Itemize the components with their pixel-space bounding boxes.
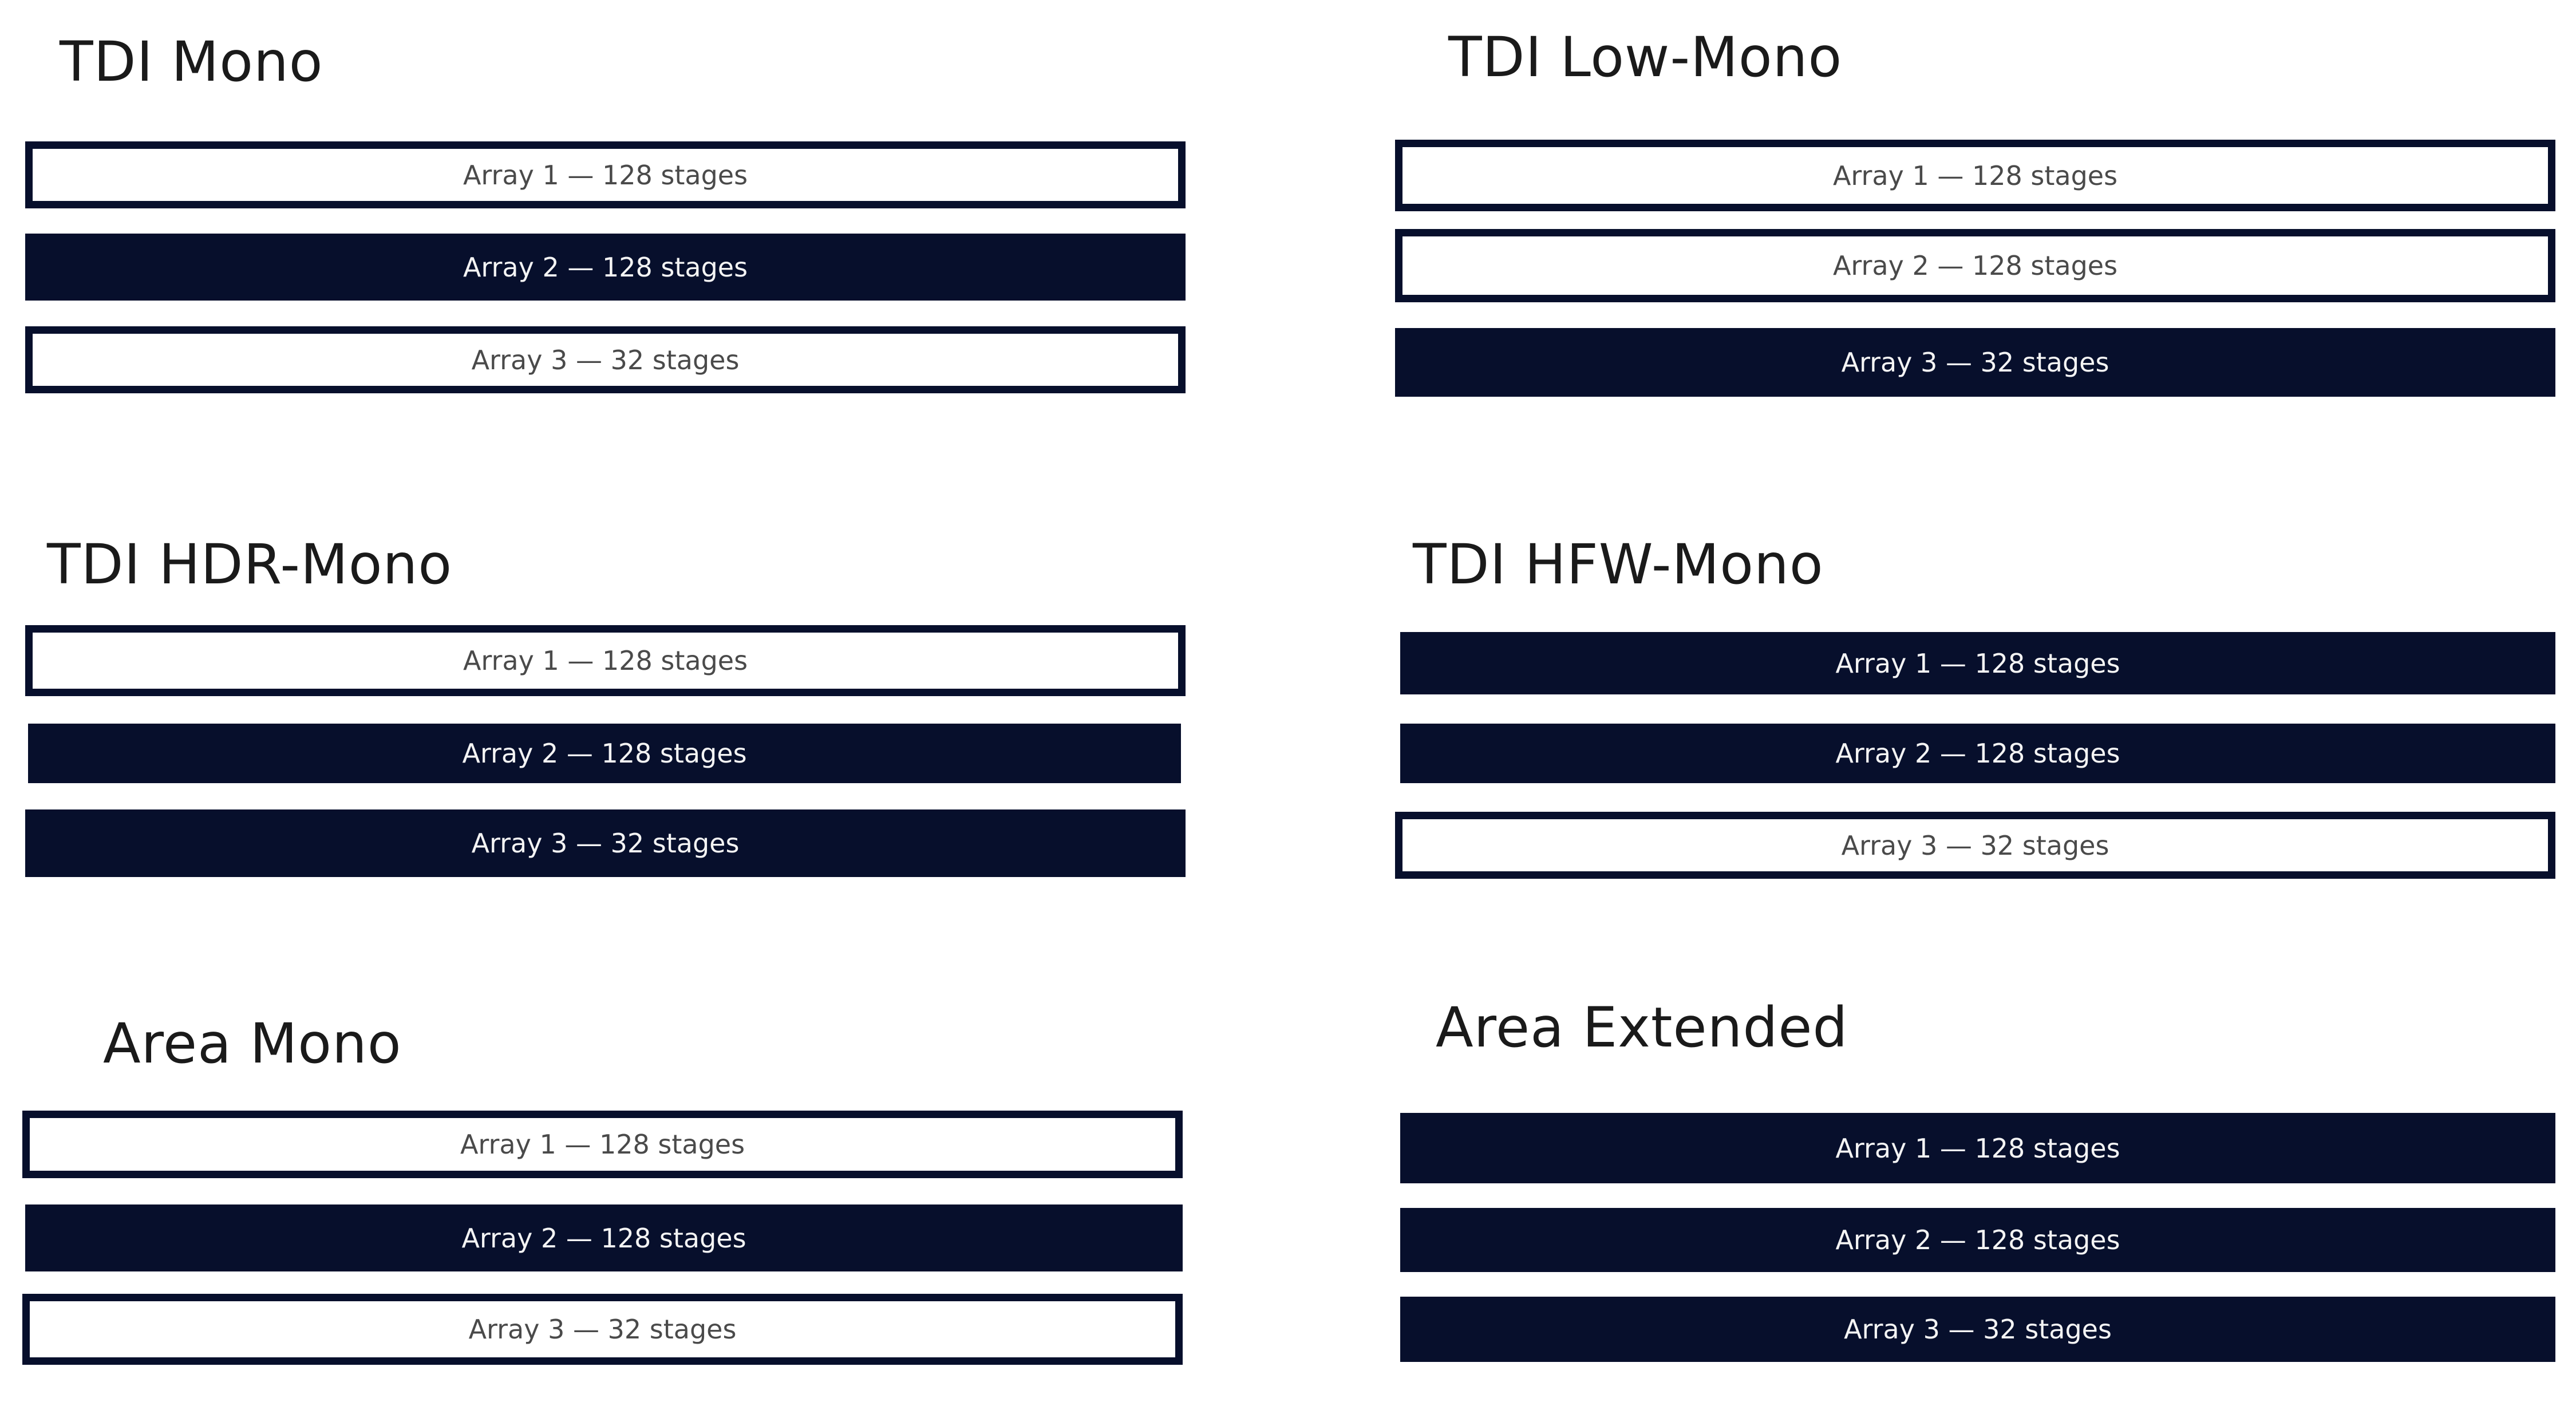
array-bar-tdi-hfw-mono-1: Array 1 — 128 stages (1400, 632, 2555, 694)
panel-title-area-mono: Area Mono (103, 1012, 402, 1076)
array-bar-area-extended-2: Array 2 — 128 stages (1400, 1208, 2555, 1272)
array-bar-tdi-hdr-mono-3: Array 3 — 32 stages (25, 809, 1186, 877)
array-bar-area-mono-2: Array 2 — 128 stages (25, 1204, 1183, 1271)
array-bar-tdi-hdr-mono-1: Array 1 — 128 stages (25, 625, 1186, 696)
array-bar-tdi-hfw-mono-3: Array 3 — 32 stages (1395, 812, 2555, 879)
array-bar-area-mono-1: Array 1 — 128 stages (22, 1111, 1183, 1178)
panel-title-tdi-low-mono: TDI Low-Mono (1448, 25, 1843, 89)
array-bar-area-extended-3: Array 3 — 32 stages (1400, 1297, 2555, 1362)
array-bar-tdi-hdr-mono-2: Array 2 — 128 stages (28, 724, 1181, 783)
array-bar-tdi-mono-2: Array 2 — 128 stages (25, 234, 1186, 301)
array-bar-tdi-mono-3: Array 3 — 32 stages (25, 326, 1186, 393)
panel-title-area-extended: Area Extended (1436, 996, 1848, 1060)
panel-title-tdi-hfw-mono: TDI HFW-Mono (1413, 532, 1824, 597)
array-bar-tdi-mono-1: Array 1 — 128 stages (25, 141, 1186, 208)
array-bar-area-extended-1: Array 1 — 128 stages (1400, 1113, 2555, 1183)
array-bar-tdi-low-mono-2: Array 2 — 128 stages (1395, 229, 2555, 302)
panel-title-tdi-hdr-mono: TDI HDR-Mono (47, 532, 453, 597)
array-bar-tdi-hfw-mono-2: Array 2 — 128 stages (1400, 724, 2555, 783)
panel-title-tdi-mono: TDI Mono (60, 30, 323, 94)
array-bar-tdi-low-mono-1: Array 1 — 128 stages (1395, 140, 2555, 211)
array-bar-area-mono-3: Array 3 — 32 stages (22, 1294, 1183, 1365)
array-bar-tdi-low-mono-3: Array 3 — 32 stages (1395, 328, 2555, 397)
